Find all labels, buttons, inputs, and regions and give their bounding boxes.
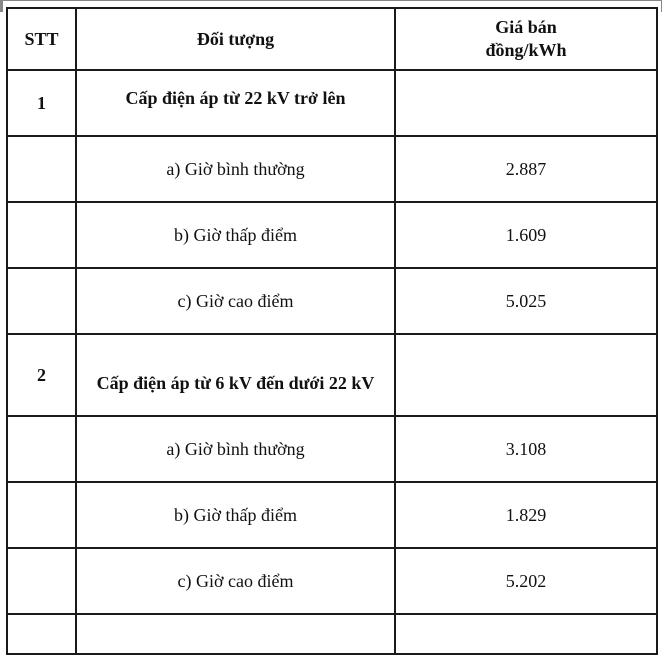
stt-empty [7, 202, 76, 268]
row-label-empty [76, 614, 395, 654]
stt-empty [7, 416, 76, 482]
row-label: a) Giờ bình thường [76, 136, 395, 202]
electricity-price-table [6, 7, 658, 655]
header-stt: STT [7, 8, 76, 70]
row-label: b) Giờ thấp điểm [76, 202, 395, 268]
stt-empty [7, 136, 76, 202]
row-price: 5.025 [395, 268, 657, 334]
row-price-empty [395, 614, 657, 654]
header-price-line2: đồng/kWh [485, 40, 567, 60]
row-label: c) Giờ cao điểm [76, 548, 395, 614]
group-price-empty [395, 70, 657, 136]
table-row [7, 482, 657, 548]
row-price: 1.829 [395, 482, 657, 548]
stt-empty [7, 482, 76, 548]
group-row [7, 334, 657, 416]
table-row [7, 202, 657, 268]
group-stt: 2 [7, 334, 76, 416]
row-label: c) Giờ cao điểm [76, 268, 395, 334]
header-price-line1: Giá bán [495, 17, 557, 37]
stt-empty [7, 548, 76, 614]
header-price [395, 8, 657, 70]
table-row [7, 136, 657, 202]
row-price: 3.108 [395, 416, 657, 482]
header-object: Đối tượng [76, 8, 395, 70]
table-row [7, 548, 657, 614]
group-stt: 1 [7, 70, 76, 136]
row-label: b) Giờ thấp điểm [76, 482, 395, 548]
stt-empty [7, 268, 76, 334]
row-price: 1.609 [395, 202, 657, 268]
table-row [7, 416, 657, 482]
row-price: 5.202 [395, 548, 657, 614]
table-row-cut [7, 614, 657, 654]
group-title: Cấp điện áp từ 6 kV đến dưới 22 kV [76, 334, 395, 416]
group-title: Cấp điện áp từ 22 kV trở lên [76, 70, 395, 136]
table-row [7, 268, 657, 334]
group-row [7, 70, 657, 136]
row-label: a) Giờ bình thường [76, 416, 395, 482]
stt-empty [7, 614, 76, 654]
row-price: 2.887 [395, 136, 657, 202]
group-price-empty [395, 334, 657, 416]
header-row [7, 8, 657, 70]
